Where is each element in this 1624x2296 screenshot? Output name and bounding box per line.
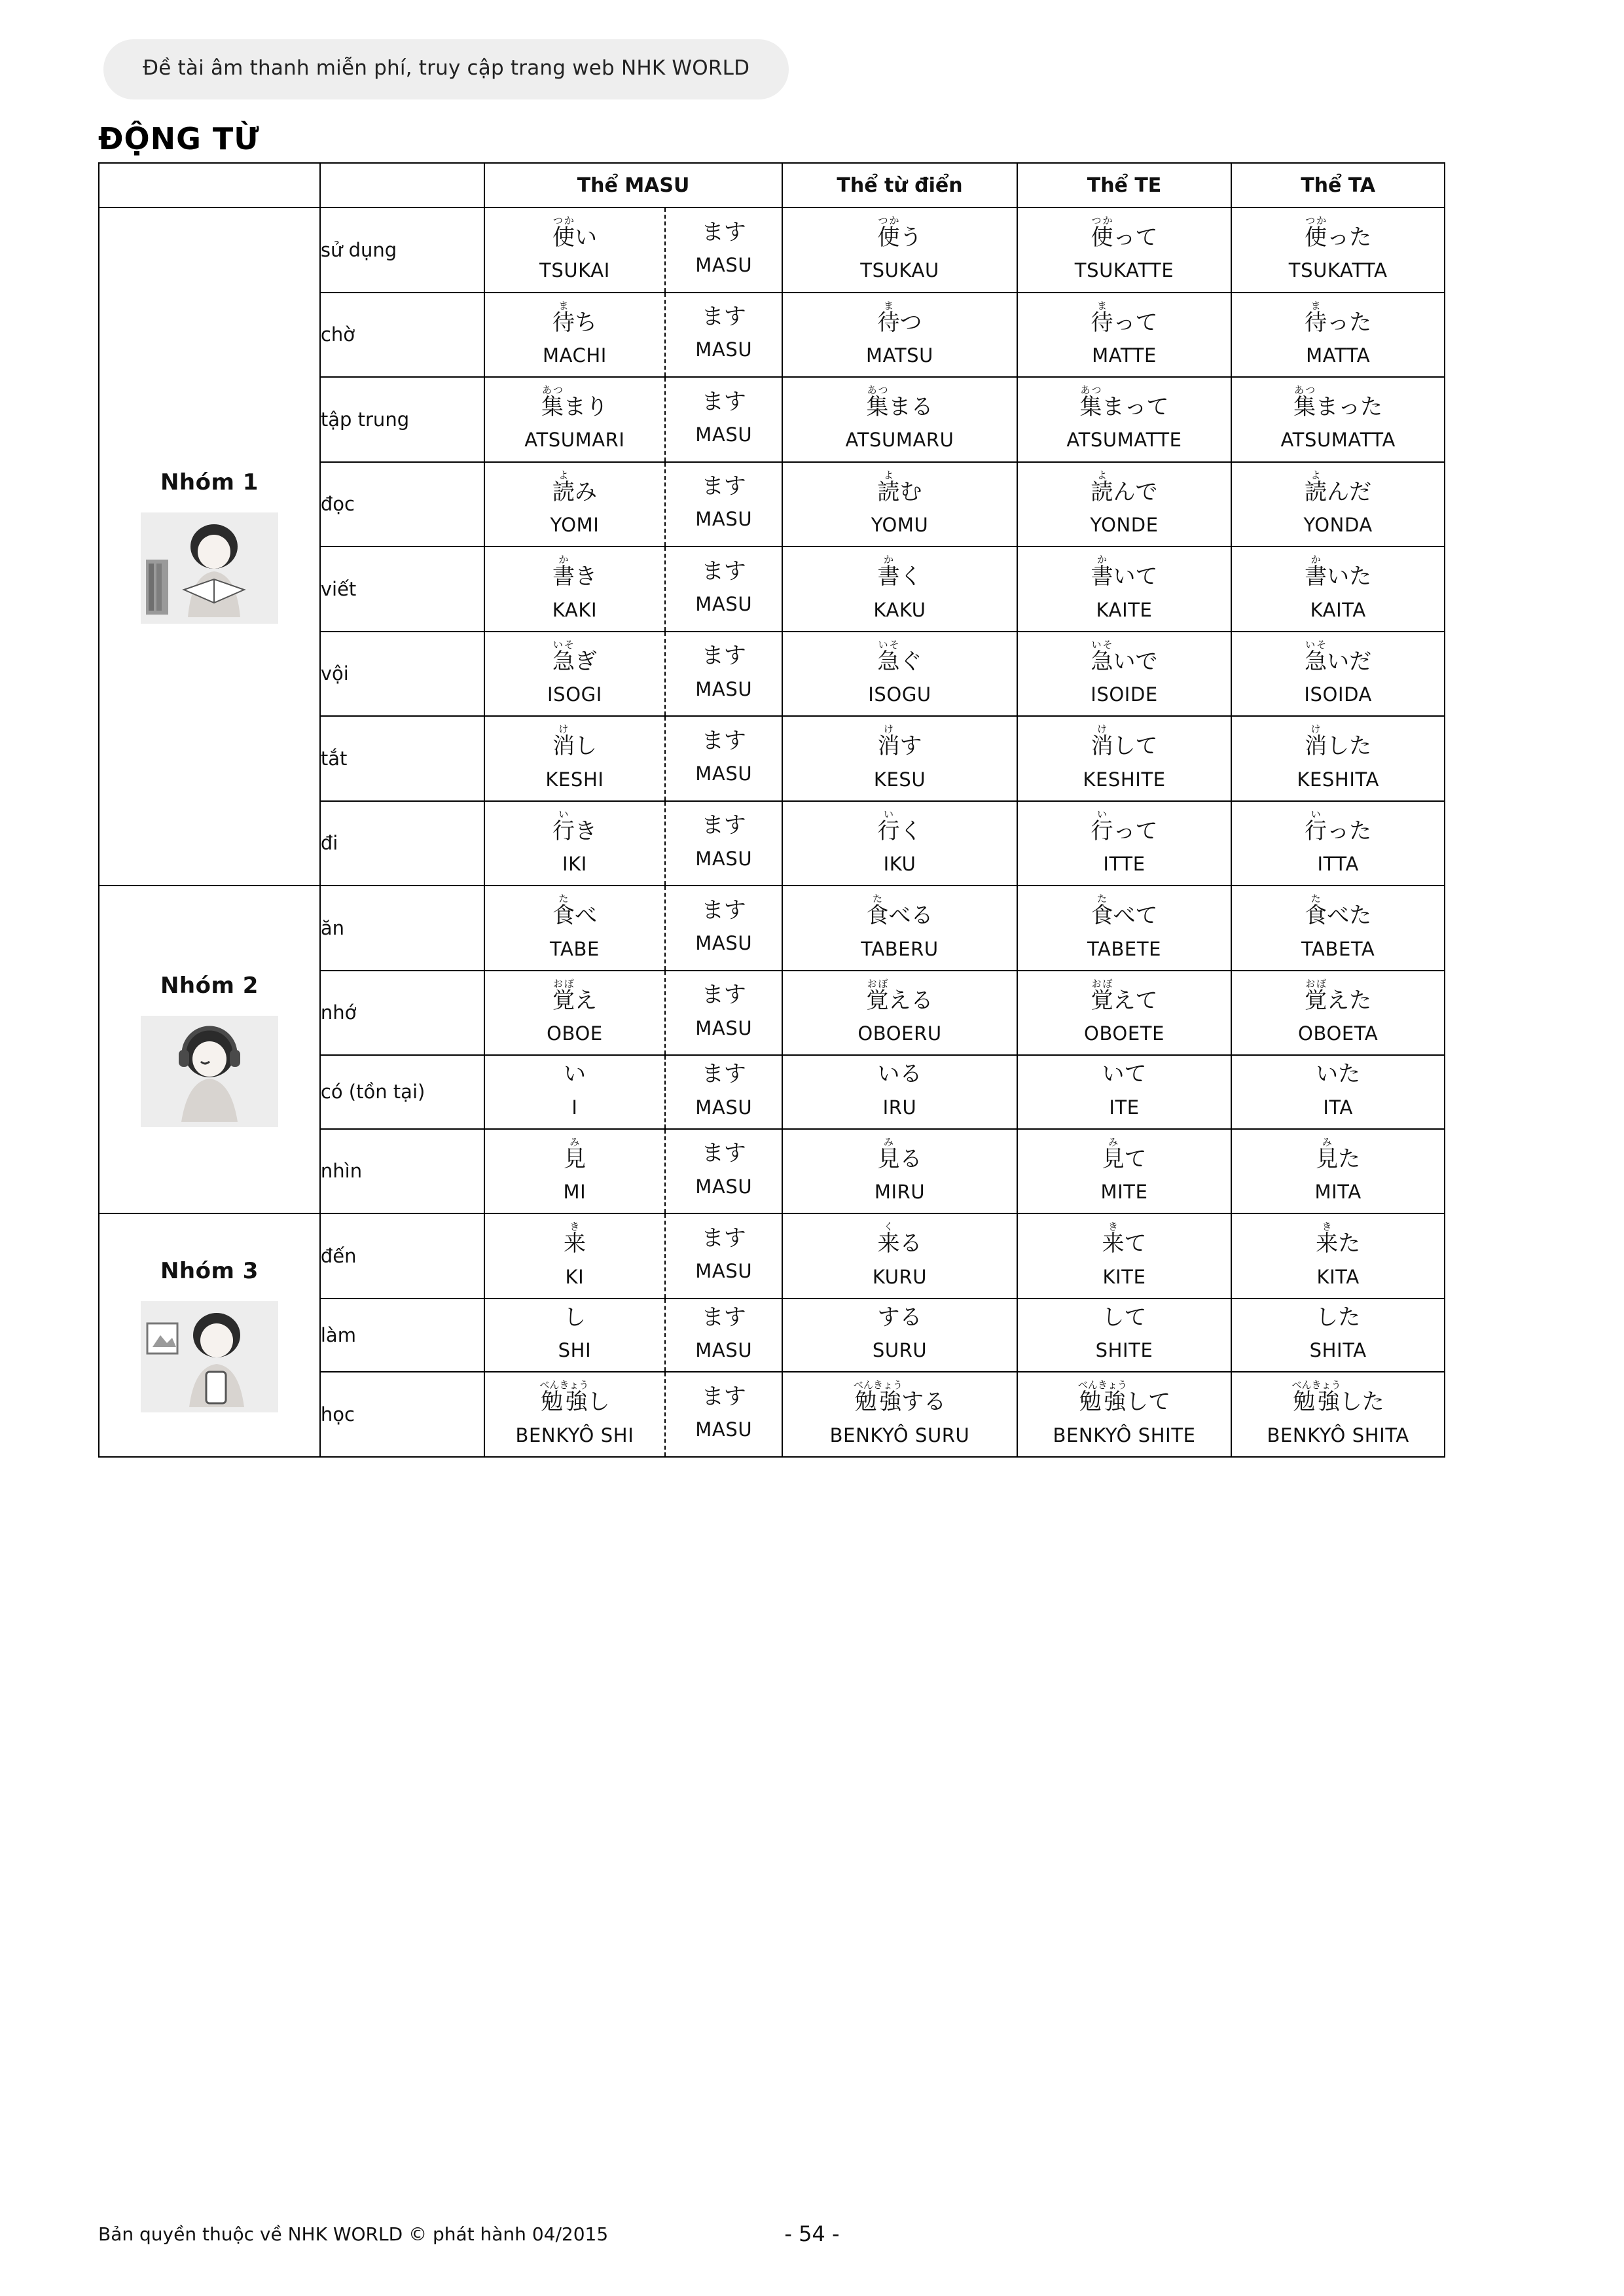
dictionary-form-cell [782,632,1017,717]
masu-stem-cell [484,377,665,462]
jp-text: 使つかう [877,215,922,251]
jp-text: 食たべる [866,893,933,929]
romaji-text: KESHITA [1297,768,1379,791]
table-row [99,886,1445,971]
romaji-text: MASU [695,932,753,955]
romaji-text: MASU [695,423,753,446]
romaji-text: MASU [695,593,753,616]
masu-suffix-cell [665,377,782,462]
jp-text: ます [701,1225,746,1251]
romaji-text: BENKYÔ SURU [829,1424,970,1446]
jp-text: い [563,1061,586,1088]
jp-text: ます [701,643,746,670]
dictionary-form-cell [782,1372,1017,1457]
romaji-text: SURU [872,1339,928,1362]
romaji-text: ITA [1323,1096,1353,1119]
romaji-text: MASU [695,677,753,700]
dictionary-form-cell [782,547,1017,632]
jp-text: ます [701,897,746,924]
jp-text: 急いそぎ [552,638,597,675]
masu-suffix-cell [665,293,782,378]
jp-text: 書かき [552,554,597,590]
romaji-text: MASU [695,253,753,276]
jp-text: 読よんで [1091,469,1158,505]
jp-text: 覚おぼえて [1091,977,1158,1014]
jp-text: 消けして [1091,723,1158,760]
romaji-text: ATSUMARI [524,429,625,452]
romaji-text: KAITE [1096,598,1153,621]
meaning-cell: nhìn [320,1129,484,1214]
masu-suffix-cell [665,462,782,547]
romaji-text: KITA [1316,1265,1360,1288]
dictionary-form-cell [782,886,1017,971]
meaning-cell: sử dụng [320,207,484,293]
jp-text: 急いそぐ [877,638,922,675]
jp-text: 読よんだ [1305,469,1372,505]
col-header-masu: Thể MASU [484,163,783,207]
jp-text: いた [1316,1061,1361,1088]
masu-stem-cell [484,1129,665,1214]
masu-suffix-cell [665,1055,782,1129]
jp-text: 集あつまる [866,384,933,421]
dictionary-form-cell [782,1055,1017,1129]
masu-suffix-cell [665,207,782,293]
romaji-text: KAKU [873,598,926,621]
romaji-text: ATSUMARU [845,429,954,452]
ta-form-cell [1231,886,1445,971]
jp-text: 来きて [1102,1221,1147,1257]
jp-text: 消けす [877,723,922,760]
masu-suffix-cell [665,971,782,1056]
masu-stem-cell [484,801,665,886]
dictionary-form-cell [782,716,1017,801]
girl-reading-book-icon [141,512,278,624]
romaji-text: MITE [1100,1181,1148,1204]
romaji-text: TABERU [861,937,939,960]
meaning-cell: làm [320,1299,484,1372]
romaji-text: MASU [695,1175,753,1198]
romaji-text: TABE [549,937,600,960]
romaji-text: TSUKAI [539,259,610,282]
masu-suffix-cell [665,801,782,886]
masu-suffix-cell [665,1299,782,1372]
jp-text: ます [701,727,746,754]
romaji-text: ATSUMATTA [1280,429,1396,452]
ta-form-cell [1231,462,1445,547]
te-form-cell [1017,716,1232,801]
te-form-cell [1017,1299,1232,1372]
col-header-dictionary: Thể từ điển [782,163,1017,207]
dictionary-form-cell [782,207,1017,293]
jp-text: ます [701,812,746,839]
romaji-text: TABETA [1301,937,1375,960]
romaji-text: ISOGI [547,683,602,706]
jp-text: いて [1102,1061,1147,1088]
romaji-text: MITA [1314,1181,1362,1204]
romaji-text: KESU [873,768,926,791]
group-illustration [141,512,278,624]
masu-stem-cell [484,547,665,632]
dictionary-form-cell [782,462,1017,547]
jp-text: 待まった [1305,299,1372,336]
col-header-group [99,163,320,207]
ta-form-cell [1231,1213,1445,1299]
jp-text: ます [701,1140,746,1167]
jp-text: 勉強べんきょうして [1077,1379,1171,1416]
romaji-text: ITTE [1103,853,1146,876]
romaji-text: KITE [1102,1265,1146,1288]
jp-text: 見み [563,1136,586,1172]
masu-stem-cell [484,462,665,547]
dictionary-form-cell [782,971,1017,1056]
te-form-cell [1017,1213,1232,1299]
masu-stem-cell [484,293,665,378]
page-title: ĐỘNG TỪ [98,121,260,156]
group-label: Nhóm 2 [160,972,259,999]
romaji-text: BENKYÔ SHITA [1267,1424,1409,1446]
jp-text: する [877,1304,922,1331]
jp-text: 覚おぼえた [1305,977,1372,1014]
jp-text: 見みて [1102,1136,1147,1172]
te-form-cell [1017,377,1232,462]
footer-page-number: - 54 - [784,2221,840,2246]
ta-form-cell [1231,716,1445,801]
group-illustration [141,1016,278,1127]
meaning-cell: vội [320,632,484,717]
meaning-cell: tắt [320,716,484,801]
ta-form-cell [1231,1055,1445,1129]
meaning-cell: đến [320,1213,484,1299]
jp-text: 集あつまった [1293,384,1383,421]
col-header-meaning [320,163,484,207]
dictionary-form-cell [782,801,1017,886]
romaji-text: ATSUMATTE [1066,429,1182,452]
romaji-text: IKI [562,853,587,876]
romaji-text: TABETE [1087,937,1162,960]
jp-text: 食たべて [1091,893,1158,929]
jp-text: 書かいた [1305,554,1372,590]
ta-form-cell [1231,1372,1445,1457]
ta-form-cell [1231,547,1445,632]
girl-with-phone-icon [141,1301,278,1412]
romaji-text: BENKYÔ SHI [515,1424,634,1446]
romaji-text: ISOGU [868,683,931,706]
dictionary-form-cell [782,1213,1017,1299]
masu-stem-cell [484,632,665,717]
jp-text: 待まち [552,299,597,336]
jp-text: 行いって [1091,808,1158,844]
jp-text: し [563,1304,586,1331]
masu-stem-cell [484,1213,665,1299]
romaji-text: KAKI [552,598,598,621]
masu-suffix-cell [665,886,782,971]
romaji-text: MASU [695,1418,753,1441]
masu-stem-cell [484,886,665,971]
ta-form-cell [1231,1299,1445,1372]
romaji-text: YOMI [550,513,600,536]
jp-text: 集あつまり [541,384,608,421]
table-row [99,1213,1445,1299]
romaji-text: I [571,1096,578,1119]
jp-text: 使つかった [1305,215,1372,251]
romaji-text: IKU [883,853,916,876]
romaji-text: MATTA [1306,344,1371,367]
header-banner: Đề tài âm thanh miễn phí, truy cập trang web NHK WORLD [103,39,789,99]
meaning-cell: nhớ [320,971,484,1056]
jp-text: 覚おぼえる [866,977,933,1014]
jp-text: 待まって [1091,299,1158,336]
ta-form-cell [1231,1129,1445,1214]
jp-text: ます [701,473,746,500]
romaji-text: MASU [695,762,753,785]
jp-text: 勉強べんきょうした [1291,1379,1384,1416]
romaji-text: TSUKATTA [1288,259,1388,282]
romaji-text: IRU [882,1096,917,1119]
romaji-text: OBOETA [1298,1022,1379,1045]
te-form-cell [1017,293,1232,378]
jp-text: 急いそいで [1091,638,1158,675]
romaji-text: TSUKAU [860,259,939,282]
jp-text: 急いそいだ [1305,638,1372,675]
jp-text: ます [701,304,746,331]
masu-stem-cell [484,1055,665,1129]
te-form-cell [1017,1129,1232,1214]
romaji-text: KI [565,1265,585,1288]
jp-text: 来くる [877,1221,922,1257]
te-form-cell [1017,1372,1232,1457]
masu-suffix-cell [665,1213,782,1299]
romaji-text: MATTE [1092,344,1157,367]
table-row [99,207,1445,293]
romaji-text: MASU [695,508,753,531]
romaji-text: KESHI [545,768,604,791]
verb-table-wrapper [98,162,1445,1458]
romaji-text: SHI [558,1339,592,1362]
romaji-text: ITTA [1317,853,1359,876]
te-form-cell [1017,462,1232,547]
dictionary-form-cell [782,1299,1017,1372]
meaning-cell: tập trung [320,377,484,462]
col-header-te: Thể TE [1017,163,1232,207]
jp-text: ます [701,558,746,584]
group-cell [99,886,320,1213]
romaji-text: MI [563,1181,586,1204]
jp-text: ます [701,388,746,415]
masu-suffix-cell [665,1129,782,1214]
meaning-cell: học [320,1372,484,1457]
jp-text: 来き [563,1221,586,1257]
romaji-text: YONDE [1090,513,1159,536]
jp-text: 読よむ [877,469,922,505]
jp-text: 行いく [877,808,922,844]
te-form-cell [1017,971,1232,1056]
jp-text: ます [701,982,746,1009]
masu-suffix-cell [665,716,782,801]
jp-text: した [1316,1304,1361,1331]
romaji-text: ITE [1109,1096,1140,1119]
te-form-cell [1017,207,1232,293]
jp-text: 来きた [1316,1221,1361,1257]
romaji-text: TSUKATTE [1074,259,1174,282]
jp-text: ます [701,1383,746,1410]
jp-text: 食たべ [552,893,597,929]
romaji-text: BENKYÔ SHITE [1053,1424,1196,1446]
jp-text: 勉強べんきょうし [539,1379,610,1416]
ta-form-cell [1231,207,1445,293]
jp-text: 集あつまって [1079,384,1169,421]
jp-text: 消けし [552,723,597,760]
jp-text: 覚おぼえ [552,977,597,1014]
table-body [99,207,1445,1457]
meaning-cell: viết [320,547,484,632]
jp-text: 書かく [877,554,922,590]
romaji-text: ISOIDA [1304,683,1372,706]
dictionary-form-cell [782,1129,1017,1214]
jp-text: 見みた [1316,1136,1361,1172]
masu-stem-cell [484,971,665,1056]
jp-text: 使つかって [1091,215,1158,251]
ta-form-cell [1231,293,1445,378]
ta-form-cell [1231,632,1445,717]
masu-stem-cell [484,1299,665,1372]
romaji-text: MASU [695,1096,753,1119]
romaji-text: MATSU [866,344,933,367]
romaji-text: OBOE [547,1022,603,1045]
romaji-text: MASU [695,1339,753,1362]
ta-form-cell [1231,801,1445,886]
meaning-cell: đọc [320,462,484,547]
masu-stem-cell [484,716,665,801]
jp-text: ます [701,1304,746,1331]
romaji-text: YOMU [871,513,929,536]
group-illustration [141,1301,278,1412]
dictionary-form-cell [782,377,1017,462]
masu-suffix-cell [665,547,782,632]
meaning-cell: có (tồn tại) [320,1055,484,1129]
te-form-cell [1017,1055,1232,1129]
jp-text: 使つかい [552,215,597,251]
footer-copyright: Bản quyền thuộc về NHK WORLD © phát hành 04/2015 [98,2223,609,2245]
romaji-text: MASU [695,1260,753,1283]
te-form-cell [1017,886,1232,971]
masu-stem-cell [484,207,665,293]
te-form-cell [1017,801,1232,886]
masu-suffix-cell [665,1372,782,1457]
romaji-text: SHITE [1095,1339,1153,1362]
table-header-row [99,163,1445,207]
group-cell [99,1213,320,1457]
masu-suffix-cell [665,632,782,717]
dictionary-form-cell [782,293,1017,378]
romaji-text: ISOIDE [1091,683,1158,706]
romaji-text: MASU [695,847,753,870]
ta-form-cell [1231,377,1445,462]
romaji-text: OBOERU [857,1022,942,1045]
jp-text: 行いった [1305,808,1372,844]
jp-text: いる [877,1061,922,1088]
jp-text: ます [701,1061,746,1088]
romaji-text: MACHI [542,344,607,367]
jp-text: 勉強べんきょうする [853,1379,947,1416]
te-form-cell [1017,632,1232,717]
romaji-text: YONDA [1303,513,1373,536]
group-label: Nhóm 1 [160,469,259,496]
romaji-text: MIRU [874,1181,926,1204]
meaning-cell: ăn [320,886,484,971]
jp-text: 書かいて [1091,554,1158,590]
jp-text: 見みる [877,1136,922,1172]
romaji-text: OBOETE [1084,1022,1165,1045]
ta-form-cell [1231,971,1445,1056]
jp-text: ます [701,219,746,245]
te-form-cell [1017,547,1232,632]
meaning-cell: chờ [320,293,484,378]
masu-stem-cell [484,1372,665,1457]
romaji-text: MASU [695,1016,753,1039]
jp-text: 行いき [552,808,597,844]
romaji-text: MASU [695,338,753,361]
jp-text: 食たべた [1305,893,1372,929]
jp-text: 待まつ [877,299,922,336]
romaji-text: SHITA [1309,1339,1367,1362]
girl-with-headphones-icon [141,1016,278,1127]
group-cell [99,207,320,886]
verb-conjugation-table [98,162,1445,1458]
jp-text: 読よみ [552,469,597,505]
romaji-text: KAITA [1310,598,1366,621]
jp-text: して [1102,1304,1147,1331]
col-header-ta: Thể TA [1231,163,1445,207]
jp-text: 消けした [1305,723,1372,760]
group-label: Nhóm 3 [160,1258,259,1285]
meaning-cell: đi [320,801,484,886]
romaji-text: KESHITE [1083,768,1166,791]
romaji-text: KURU [872,1265,928,1288]
